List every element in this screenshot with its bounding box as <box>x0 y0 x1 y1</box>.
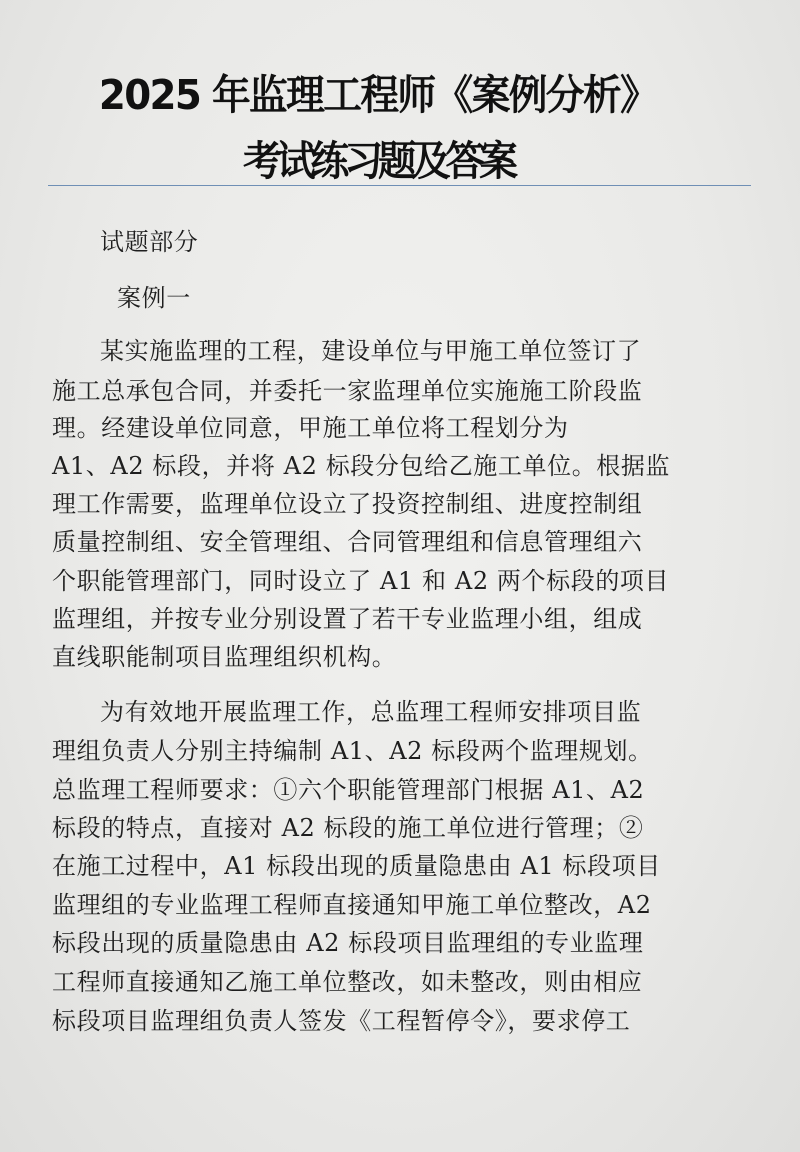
section-heading: 试题部分 <box>100 228 199 256</box>
paragraph2-line: 在施工过程中，A1 标段出现的质量隐患由 A1 标段项目 <box>52 852 661 880</box>
paragraph2-line: 为有效地开展监理工作，总监理工程师安排项目监 <box>100 698 642 726</box>
paragraph1-line: 理工作需要，监理单位设立了投资控制组、进度控制组 <box>52 490 643 518</box>
title-divider <box>48 185 751 186</box>
paragraph2-line: 标段项目监理组负责人签发《工程暂停令》，要求停工 <box>52 1007 631 1035</box>
document-title-line2: 考试练习题及答案 <box>242 137 514 185</box>
paragraph1-line: 直线职能制项目监理组织机构。 <box>52 643 397 671</box>
paragraph2-line: 标段的特点，直接对 A2 标段的施工单位进行管理；② <box>52 814 644 842</box>
case-heading: 案例一 <box>117 284 191 312</box>
paragraph1-line: 质量控制组、安全管理组、合同管理组和信息管理组六 <box>52 528 643 556</box>
document-title-line1: 2025 年监理工程师《案例分析》 <box>98 71 658 119</box>
paragraph2-line: 监理组的专业监理工程师直接通知甲施工单位整改，A2 <box>52 891 652 919</box>
paragraph1-line: 施工总承包合同，并委托一家监理单位实施施工阶段监 <box>52 377 643 405</box>
paragraph1-line: A1、A2 标段，并将 A2 标段分包给乙施工单位。根据监 <box>52 452 671 480</box>
paragraph2-line: 总监理工程师要求：①六个职能管理部门根据 A1、A2 <box>52 776 645 804</box>
paragraph1-line: 监理组，并按专业分别设置了若干专业监理小组，组成 <box>52 605 643 633</box>
paragraph1-line: 某实施监理的工程，建设单位与甲施工单位签订了 <box>100 337 642 365</box>
paragraph2-line: 标段出现的质量隐患由 A2 标段项目监理组的专业监理 <box>52 929 644 957</box>
paragraph1-line: 理。经建设单位同意，甲施工单位将工程划分为 <box>52 414 569 442</box>
paragraph2-line: 工程师直接通知乙施工单位整改，如未整改，则由相应 <box>52 968 643 996</box>
paragraph1-line: 个职能管理部门，同时设立了 A1 和 A2 两个标段的项目 <box>52 567 670 595</box>
paragraph2-line: 理组负责人分别主持编制 A1、A2 标段两个监理规划。 <box>52 737 653 765</box>
